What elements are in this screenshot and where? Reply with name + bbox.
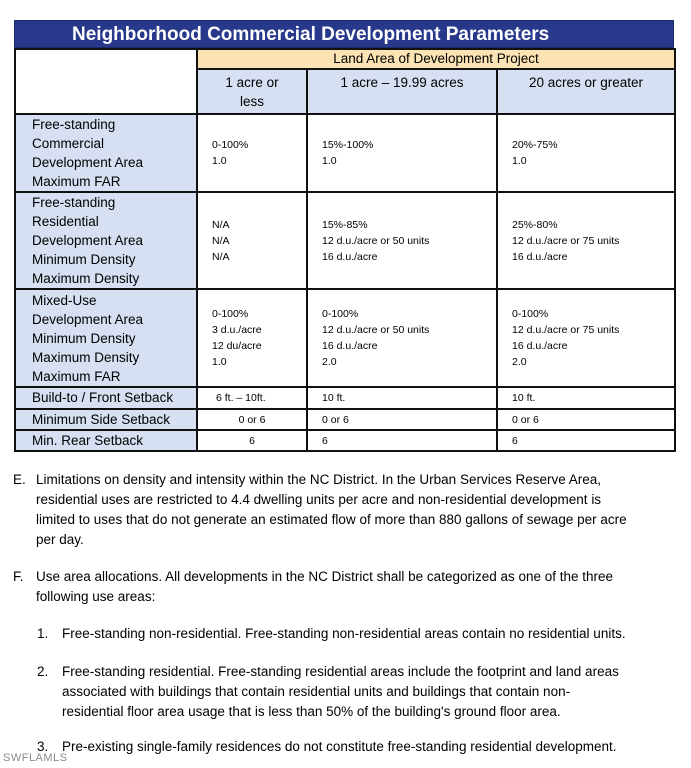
table-cell <box>497 387 675 409</box>
cell-line: 6 <box>322 434 328 447</box>
cell-line: 12 d.u./acre or 50 units <box>322 234 430 247</box>
cell-line: 16 d.u./acre <box>512 340 568 352</box>
table-cell <box>497 114 675 192</box>
cell-line: 12 d.u./acre or 75 units <box>512 234 620 247</box>
paragraph-line: per day. <box>36 532 84 547</box>
cell-line: 16 d.u./acre <box>322 340 378 352</box>
column-header-line: 20 acres or greater <box>528 75 644 90</box>
cell-line: 25%-80% <box>512 218 558 231</box>
cell-line: 0-100% <box>322 308 359 320</box>
row-label-mixed-use <box>15 289 197 387</box>
row-label-line: Maximum FAR <box>32 368 121 384</box>
row-label-line: Maximum Density <box>32 271 140 286</box>
column-header-line: less <box>239 93 264 109</box>
column-header-line: 1 acre or <box>225 74 279 90</box>
cell-line: 3 d.u./acre <box>212 324 262 336</box>
list-item-text <box>62 662 680 722</box>
table-row <box>15 430 675 451</box>
cell-line: 12 d.u./acre or 50 units <box>322 324 430 336</box>
row-label-front-setback <box>15 387 197 409</box>
list-item-text <box>62 624 680 644</box>
row-label-side-setback <box>15 409 197 430</box>
cell-line: N/A <box>212 250 230 263</box>
column-header-line: 1 acre – 19.99 acres <box>340 75 464 90</box>
row-label-line: Build-to / Front Setback <box>32 390 174 405</box>
table-cell <box>197 430 307 451</box>
row-label-rear-setback <box>15 430 197 451</box>
list-marker: 2. <box>37 664 49 679</box>
table-cell <box>497 192 675 289</box>
paragraph-line: residential floor area usage that is less than 50% of the building's ground floor area. <box>62 704 561 719</box>
table-cell <box>497 289 675 387</box>
cell-line: 16 d.u./acre <box>512 250 568 263</box>
list-marker: 3. <box>37 739 49 754</box>
table-cell <box>307 192 497 289</box>
row-label-line: Maximum Density <box>32 349 140 365</box>
row-label-line: Development Area <box>32 233 144 248</box>
table-row <box>15 409 675 430</box>
column-header-20-acres-or-greater <box>497 69 675 114</box>
table-cell <box>307 409 497 430</box>
paragraph-line: Limitations on density and intensity within the NC District. In the Urban Services Reserve Area, <box>36 472 602 487</box>
table-row <box>15 192 675 289</box>
cell-line: 20%-75% <box>512 139 558 151</box>
paragraph-line: Free-standing non-residential. Free-standing non-residential areas contain no residential units. <box>62 626 626 641</box>
paragraph-line: associated with buildings that contain residential units and buildings that contain non- <box>62 684 571 699</box>
cell-line: 0 or 6 <box>512 413 539 426</box>
cell-line: 16 d.u./acre <box>322 250 378 263</box>
row-label-line: Free-standing <box>32 195 116 210</box>
land-area-group-header: Land Area of Development Project <box>197 49 675 69</box>
row-label-commercial <box>15 114 197 192</box>
list-item-text <box>62 737 680 757</box>
row-label-line: Commercial <box>32 136 105 151</box>
table-title: Neighborhood Commercial Development Parameters <box>14 20 674 48</box>
table-cell <box>197 192 307 289</box>
cell-line: 2.0 <box>512 356 527 368</box>
table-cell <box>197 114 307 192</box>
cell-line: 1.0 <box>512 155 527 167</box>
row-label-line: Free-standing <box>32 117 116 132</box>
table-cell <box>307 289 497 387</box>
table-cell <box>307 114 497 192</box>
cell-line: 1.0 <box>212 155 227 167</box>
cell-line: N/A <box>212 234 230 247</box>
list-marker: 1. <box>37 626 49 641</box>
parameters-table <box>14 48 676 452</box>
table-cell <box>497 409 675 430</box>
row-label-residential <box>15 192 197 289</box>
paragraph-line: limited to uses that do not generate an estimated flow of more than 880 gallons of sewage per acre <box>36 512 627 527</box>
paragraph-line: following use areas: <box>36 589 156 604</box>
table-cell <box>307 387 497 409</box>
paragraph-line: residential uses are restricted to 4.4 dwelling units per acre and non-residential development is <box>36 492 602 507</box>
cell-line: 1.0 <box>212 356 227 368</box>
row-label-line: Min. Rear Setback <box>32 432 144 448</box>
cell-line: 0 or 6 <box>238 413 266 426</box>
cell-line: 12 du/acre <box>212 340 262 352</box>
table-row <box>15 114 675 192</box>
paragraph-line: Pre-existing single-family residences do not constitute free-standing residential development. <box>62 739 617 754</box>
cell-line: 0-100% <box>212 308 249 320</box>
table-cell <box>197 409 307 430</box>
table-cell <box>197 289 307 387</box>
paragraph-line: Free-standing residential. Free-standing residential areas include the footprint and land areas <box>62 664 619 679</box>
column-header-1-acre-or-less <box>197 69 307 114</box>
watermark-text: SWFLAMLS <box>3 752 68 764</box>
table-cell <box>197 387 307 409</box>
cell-line: 6 <box>249 434 255 447</box>
table-cell <box>497 430 675 451</box>
cell-line: 6 ft. – 10ft. <box>216 392 266 404</box>
table-row <box>15 289 675 387</box>
paragraph-line: Use area allocations. All developments in the NC District shall be categorized as one of the three <box>36 569 614 584</box>
table-corner-cell <box>15 49 197 114</box>
cell-line: 12 d.u./acre or 75 units <box>512 324 620 336</box>
cell-line: 6 <box>512 434 518 447</box>
cell-line: N/A <box>212 218 230 231</box>
cell-line: 0 or 6 <box>322 413 349 426</box>
row-label-line: Minimum Density <box>32 330 136 346</box>
row-label-line: Residential <box>32 214 99 229</box>
cell-line: 15%-100% <box>322 139 374 151</box>
paragraph-text <box>36 567 678 607</box>
row-label-line: Mixed-Use <box>32 292 97 308</box>
row-label-line: Minimum Side Setback <box>32 411 171 427</box>
cell-line: 1.0 <box>322 155 337 167</box>
cell-line: 15%-85% <box>322 218 368 231</box>
cell-line: 10 ft. <box>512 392 536 404</box>
row-label-line: Minimum Density <box>32 252 136 267</box>
row-label-line: Maximum FAR <box>32 174 121 189</box>
cell-line: 0-100% <box>212 139 249 151</box>
table-cell <box>307 430 497 451</box>
table-row <box>15 387 675 409</box>
cell-line: 0-100% <box>512 308 549 320</box>
paragraph-marker: F. <box>13 569 24 584</box>
paragraph-marker: E. <box>13 472 26 487</box>
row-label-line: Development Area <box>32 155 144 170</box>
paragraph-text <box>36 470 678 550</box>
column-header-1-to-19-acres <box>307 69 497 114</box>
cell-line: 10 ft. <box>322 392 346 404</box>
row-label-line: Development Area <box>32 311 144 327</box>
cell-line: 2.0 <box>322 356 337 368</box>
